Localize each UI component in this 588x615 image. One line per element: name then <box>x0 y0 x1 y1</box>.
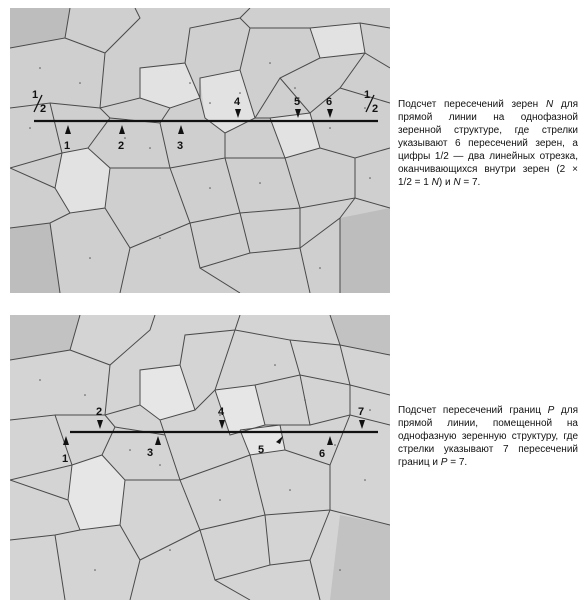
marker-5: 5 <box>294 96 301 108</box>
caption-top-var-n3: N <box>453 177 461 188</box>
micrograph-bottom-svg <box>10 315 390 600</box>
caption-bottom-var-p2: P <box>440 457 448 468</box>
marker-7: 7 <box>358 406 365 418</box>
marker-6: 6 <box>319 448 326 460</box>
caption-bottom-text-2: для прямой линии, помещенной на однофазную зеренную структуру, где стрелки указывают 7 пересечений границ и <box>398 405 578 468</box>
marker-1: 1 <box>62 453 69 465</box>
caption-boundary-intersections <box>398 404 578 469</box>
caption-top-var-n2: N <box>431 177 439 188</box>
marker-4: 4 <box>218 406 225 418</box>
marker-3: 3 <box>147 447 154 459</box>
caption-grain-intersections <box>398 98 578 189</box>
caption-top-text-3: ) и <box>438 177 454 188</box>
marker-4: 4 <box>234 96 241 108</box>
caption-bottom-text-3: = 7. <box>447 457 468 468</box>
marker-2: 2 <box>96 406 103 418</box>
micrograph-grain-intersections <box>10 8 390 293</box>
caption-top-text-1: Подсчет пересечений зерен <box>398 99 546 110</box>
marker-3: 3 <box>177 140 184 152</box>
marker-2: 2 <box>118 140 125 152</box>
micrograph-boundary-intersections <box>10 315 390 600</box>
micrograph-top-svg <box>10 8 390 293</box>
caption-top-var-n: N <box>545 99 554 110</box>
fraction-right-denominator: 2 <box>372 103 379 115</box>
caption-bottom-var-p: P <box>547 405 555 416</box>
caption-bottom-text-1: Подсчет пересечений границ <box>398 405 548 416</box>
fraction-left-numerator: 1 <box>32 89 39 101</box>
fraction-right-numerator: 1 <box>364 89 371 101</box>
marker-6: 6 <box>326 96 333 108</box>
marker-5: 5 <box>258 444 265 456</box>
marker-1: 1 <box>64 140 71 152</box>
caption-top-text-4: = 7. <box>460 177 481 188</box>
fraction-left-denominator: 2 <box>40 103 47 115</box>
caption-top-text-2: для прямой линии на однофазной зеренной структуре, где стрелки указывают 6 пересечений зерен, а цифры 1/2 — два линейных отрезка, оканчивающихся внутри зерен (2 × 1/2 = 1 <box>398 99 578 188</box>
